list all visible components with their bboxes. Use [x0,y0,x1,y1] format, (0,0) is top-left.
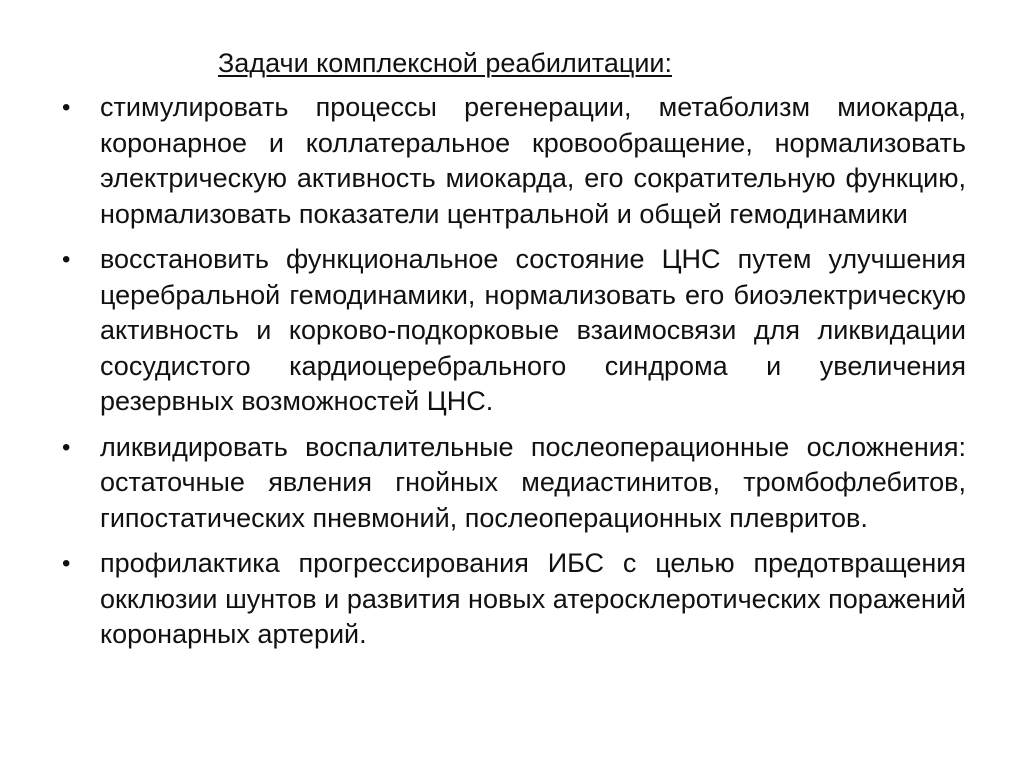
task-item [60,546,966,653]
slide-title: Задачи комплексной реабилитации: [218,48,673,78]
bullet-icon: • [62,433,71,461]
task-item [60,242,966,420]
bullet-icon: • [62,550,71,577]
task-item [60,430,966,537]
bullet-icon: • [62,246,71,273]
task-text: восстановить функциональное состояние ЦНС путем улучшения церебральной гемодинамики, нормализовать его биоэлектрическую активность и корково-подкорковые взаимосвязи для ликвидации сосудистого кардиоцеребрального синдрома и увеличения резервных возможностей ЦНС. [100,244,966,416]
task-text: профилактика прогрессирования ИБС с целью предотвращения окклюзии шунтов и развития новых атеросклеротических поражений коронарных артерий. [100,548,966,649]
task-text: ликвидировать воспалительные послеоперационные осложнения: остаточные явления гнойных медиастинитов, тромбофлебитов, гипостатических пневмоний, послеоперационных плевритов. [100,431,966,533]
bullet-icon: • [62,94,71,121]
task-text: стимулировать процессы регенерации, метаболизм миокарда, коронарное и коллатеральное кровообращение, нормализовать электрическую активность миокарда, его сократительную функцию, нормализовать показатели центральной и общей гемодинамики [100,92,966,229]
task-item [60,90,966,232]
task-list [60,90,966,653]
